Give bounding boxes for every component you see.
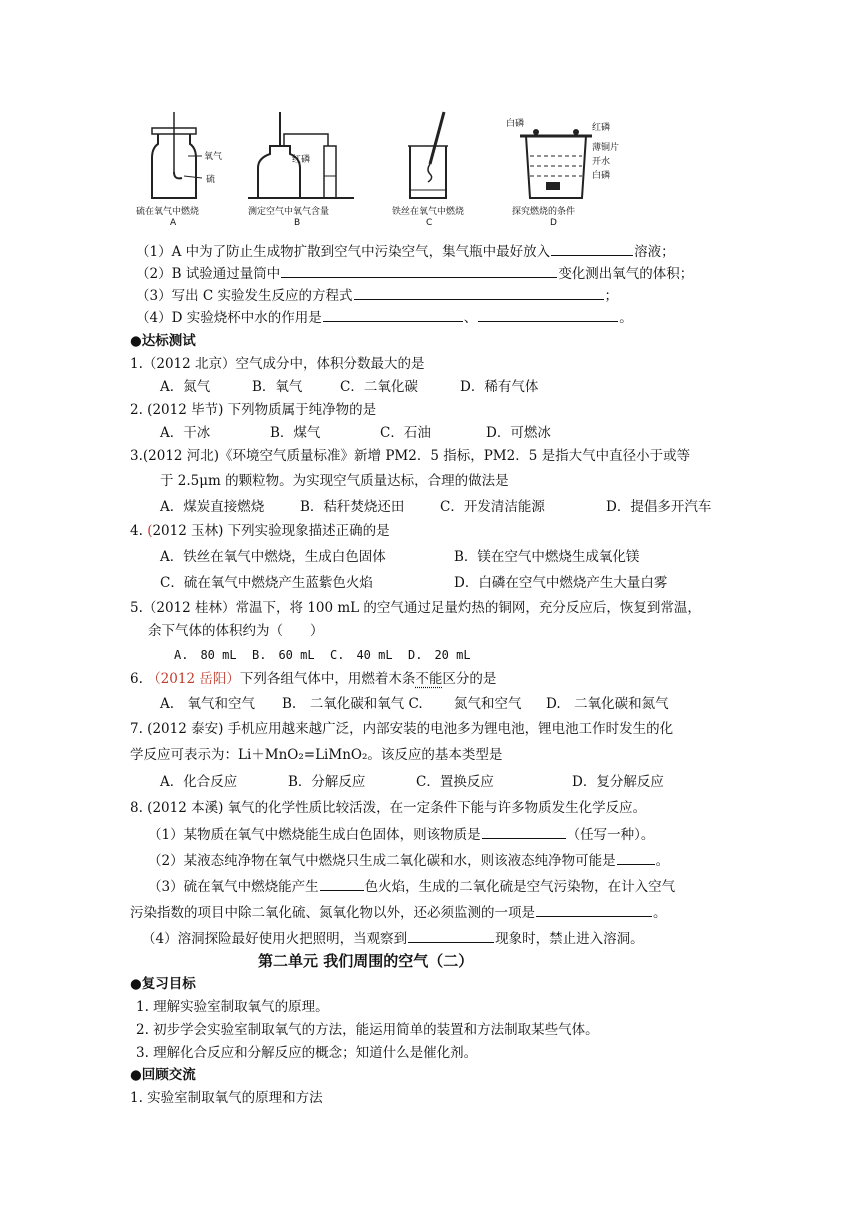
option[interactable]: B．氧气 <box>252 379 303 395</box>
question-4-options-row2 <box>160 573 667 593</box>
fig-question-2: （2）B 试验通过量筒中 变化测出氧气的体积； <box>136 263 693 284</box>
question-2-stem: 2. (2012 毕节) 下列物质属于纯净物的是 <box>130 402 377 418</box>
question-4-options-row1 <box>160 547 639 567</box>
figure-a-letter: A <box>170 218 177 228</box>
option[interactable]: A．干冰 <box>160 425 211 441</box>
question-2-options <box>160 423 551 443</box>
option[interactable]: A. 氧气和空气 <box>160 696 256 712</box>
option[interactable]: B. 60 mL <box>252 648 315 662</box>
label-white-phosphorus-bottom: 白磷 <box>592 171 611 181</box>
goal-item: 1. 理解实验室制取氧气的原理。 <box>136 999 329 1015</box>
figure-b <box>244 106 364 236</box>
figure-b-caption: 测定空气中氧气含量 <box>248 207 330 217</box>
question-8-part3-cont: 污染指数的项目中除二氧化硫、氮氧化物以外，还必须监测的一项是 。 <box>130 902 667 923</box>
label-hot-water: 开水 <box>592 157 611 167</box>
question-7-stem-line1: 7. (2012 泰安) 手机应用越来越广泛，内部安装的电池多为锂电池，锂电池工作时发生的化 <box>130 721 674 737</box>
figure-a <box>130 106 230 236</box>
fig-question-4: （4）D 实验烧杯中水的作用是 、 。 <box>136 307 633 328</box>
option[interactable]: A．煤炭直接燃烧 <box>160 499 265 515</box>
option[interactable]: C．置换反应 <box>416 774 494 790</box>
question-7-stem-line2: 学反应可表示为：Li＋MnO₂=LiMnO₂。该反应的基本类型是 <box>130 747 503 763</box>
option[interactable]: C．硫在氧气中燃烧产生蓝紫色火焰 <box>160 575 373 591</box>
experiment-figures <box>130 106 640 236</box>
figure-c-drawing <box>392 106 492 206</box>
question-1-options <box>160 377 538 397</box>
question-8-part1: （1）某物质在氧气中燃烧能生成白色固体，则该物质是 （任写一种）。 <box>148 824 654 845</box>
question-3-options <box>160 497 711 517</box>
option[interactable]: C．石油 <box>380 425 431 441</box>
label-red-phosphorus-d: 红磷 <box>592 123 611 133</box>
option[interactable]: A．铁丝在氧气中燃烧，生成白色固体 <box>160 549 386 565</box>
answer-blank[interactable] <box>551 241 633 256</box>
question-8-part4: （4）溶洞探险最好使用火把照明，当观察到 现象时，禁止进入溶洞。 <box>142 928 644 949</box>
answer-blank[interactable] <box>354 285 604 300</box>
question-1-stem: 1.（2012 北京）空气成分中，体积分数最大的是 <box>130 356 425 372</box>
figure-d-letter: D <box>550 218 557 228</box>
goal-item: 2. 初步学会实验室制取氧气的方法，能运用简单的装置和方法制取某些气体。 <box>136 1022 599 1038</box>
label-red-phosphorus-b: 红磷 <box>292 155 311 165</box>
question-8-part2: （2）某液态纯净物在氧气中燃烧只生成二氧化碳和水，则该液态纯净物可能是 。 <box>148 850 669 871</box>
figure-c-letter: C <box>426 218 433 228</box>
question-8-stem: 8. (2012 本溪) 氧气的化学性质比较活泼，在一定条件下能与许多物质发生化学反应。 <box>130 800 647 816</box>
fig-question-1: （1）A 中为了防止生成物扩散到空气中污染空气，集气瓶中最好放入 溶液； <box>136 241 675 262</box>
option[interactable]: C. 40 mL <box>330 648 393 662</box>
option[interactable]: A. 80 mL <box>174 648 237 662</box>
unit-title: 第二单元 我们周围的空气（二） <box>258 952 474 970</box>
option[interactable]: D．提倡多开汽车 <box>606 499 712 515</box>
option[interactable]: B．镁在空气中燃烧生成氧化镁 <box>454 549 640 565</box>
option[interactable]: D．白磷在空气中燃烧产生大量白雾 <box>454 575 668 591</box>
answer-blank[interactable] <box>408 928 494 943</box>
option[interactable]: A．氮气 <box>160 379 211 395</box>
answer-blank[interactable] <box>617 850 655 865</box>
exchange-item: 1. 实验室制取氧气的原理和方法 <box>130 1090 323 1106</box>
figure-c <box>392 106 492 236</box>
option[interactable]: C．二氧化碳 <box>340 379 418 395</box>
option[interactable]: D．稀有气体 <box>460 379 539 395</box>
answer-blank[interactable] <box>482 824 566 839</box>
question-5-stem-line1: 5.（2012 桂林）常温下，将 100 mL 的空气通过足量灼热的铜网，充分反应后，恢复到常温， <box>130 600 701 616</box>
question-6-options <box>160 694 669 714</box>
goal-item: 3. 理解化合反应和分解反应的概念；知道什么是催化剂。 <box>136 1045 478 1061</box>
question-3-stem-line1: 3.(2012 河北)《环境空气质量标准》新增 PM2．5 指标，PM2．5 是指大气中直径小于或等 <box>130 448 691 464</box>
fig-question-3: （3）写出 C 实验发生反应的方程式 ； <box>136 285 618 306</box>
option[interactable]: B．秸秆焚烧还田 <box>300 499 405 515</box>
question-7-options <box>160 772 664 792</box>
label-sulfur: 硫 <box>206 175 216 185</box>
review-exchange-heading: ●回顾交流 <box>130 1067 196 1083</box>
option[interactable]: D．复分解反应 <box>572 774 664 790</box>
figure-d-drawing <box>506 106 640 206</box>
option[interactable]: A．化合反应 <box>160 774 238 790</box>
option[interactable]: B．分解反应 <box>288 774 366 790</box>
figure-d <box>506 106 640 236</box>
figure-c-caption: 铁丝在氧气中燃烧 <box>392 207 465 217</box>
answer-blank[interactable] <box>281 263 557 278</box>
question-5-options <box>174 645 471 665</box>
label-oxygen: 氧气 <box>204 152 223 162</box>
option[interactable]: B．煤气 <box>270 425 321 441</box>
figure-b-letter: B <box>294 218 301 228</box>
section-test-heading: ●达标测试 <box>130 333 196 349</box>
review-goals-heading: ●复习目标 <box>130 976 196 992</box>
question-8-part3: （3）硫在氧气中燃烧能产生 色火焰，生成的二氧化硫是空气污染物，在计入空气 <box>148 876 675 897</box>
option[interactable]: D. 二氧化碳和氮气 <box>546 696 669 712</box>
answer-blank[interactable] <box>536 902 652 917</box>
figure-d-caption: 探究燃烧的条件 <box>512 207 576 217</box>
label-white-phosphorus-top: 白磷 <box>506 119 525 129</box>
label-copper-sheet: 薄铜片 <box>592 143 620 153</box>
figure-a-caption: 硫在氧气中燃烧 <box>136 207 200 217</box>
answer-blank[interactable] <box>478 307 618 322</box>
question-6-stem: 6. （2012 岳阳）下列各组气体中，用燃着木条不能区分的是 <box>130 671 497 687</box>
question-4-stem: 4. (2012 玉林) 下列实验现象描述正确的是 <box>130 523 390 539</box>
option[interactable]: B. 二氧化碳和氧气 C. <box>282 696 423 712</box>
option[interactable]: C．开发清洁能源 <box>440 499 545 515</box>
option[interactable]: 氮气和空气 <box>454 696 522 712</box>
answer-blank[interactable] <box>323 307 463 322</box>
option[interactable]: D．可燃冰 <box>486 425 551 441</box>
answer-blank[interactable] <box>320 876 364 891</box>
question-3-stem-line2: 于 2.5μm 的颗粒物。为实现空气质量达标，合理的做法是 <box>160 473 509 489</box>
question-5-stem-line2: 余下气体的体积约为（ ） <box>148 623 324 639</box>
option[interactable]: D. 20 mL <box>408 648 471 662</box>
